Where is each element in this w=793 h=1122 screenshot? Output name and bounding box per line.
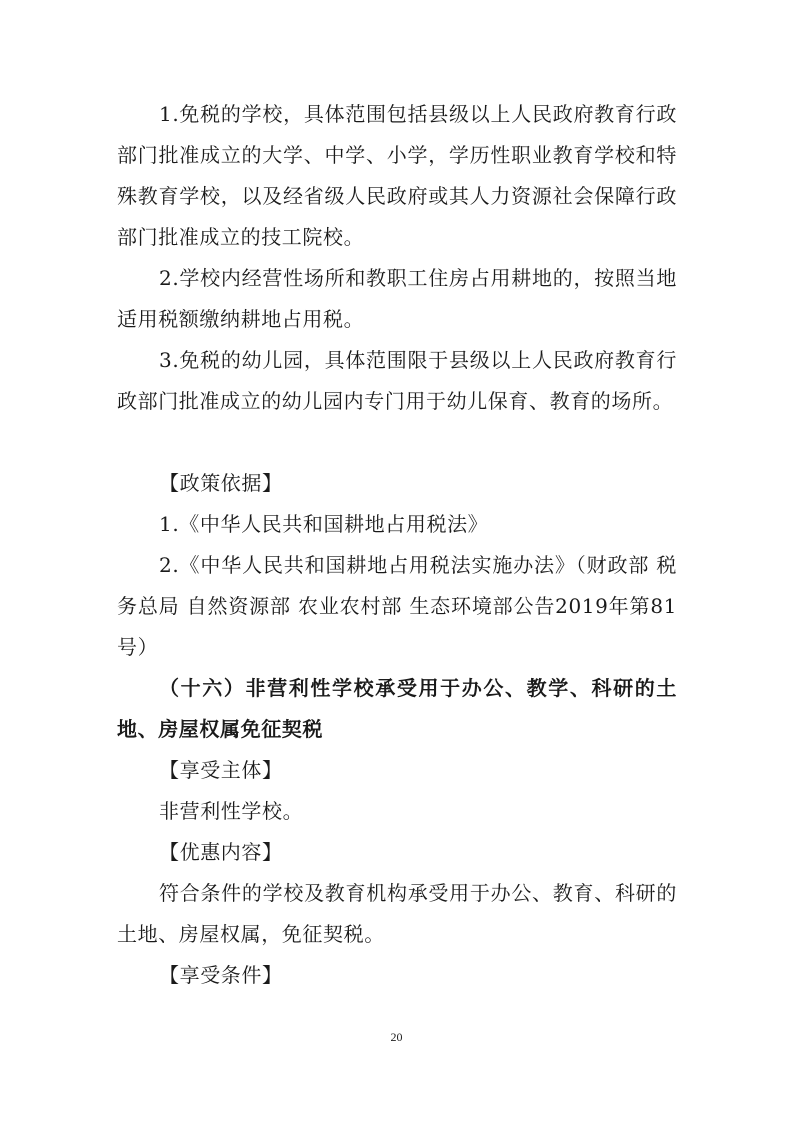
label-benefit-content: 【优惠内容】 — [159, 840, 283, 864]
label-eligibility-conditions: 【享受条件】 — [159, 963, 283, 987]
policy-item-2: 2.《中华人民共和国耕地占用税法实施办法》（财政部 税务总局 自然资源部 农业农村部 生态环境部公告2019年第81号） — [117, 553, 677, 659]
label-policy-basis: 【政策依据】 — [159, 471, 283, 495]
policy-item-1: 1.《中华人民共和国耕地占用税法》 — [159, 512, 489, 536]
paragraph-kindergarten-scope: 3.免税的幼儿园，具体范围限于县级以上人民政府教育行政部门批准成立的幼儿园内专门用于幼儿保育、教育的场所。 — [117, 348, 677, 413]
page-number: 20 — [390, 1030, 403, 1044]
paragraph-business-premises: 2.学校内经营性场所和教职工住房占用耕地的，按照当地适用税额缴纳耕地占用税。 — [117, 266, 677, 331]
section-heading-16: （十六）非营利性学校承受用于办公、教学、科研的土地、房屋权属免征契税 — [117, 676, 677, 741]
benefit-content-text: 符合条件的学校及教育机构承受用于办公、教育、科研的土地、房屋权属，免征契税。 — [117, 881, 677, 946]
beneficiary-text: 非营利性学校。 — [159, 799, 304, 823]
label-beneficiary: 【享受主体】 — [159, 758, 283, 782]
paragraph-school-exemption-scope: 1.免税的学校，具体范围包括县级以上人民政府教育行政部门批准成立的大学、中学、小学，学历性职业教育学校和特殊教育学校，以及经省级人民政府或其人力资源社会保障行政部门批准成立的技工院校。 — [117, 102, 677, 249]
